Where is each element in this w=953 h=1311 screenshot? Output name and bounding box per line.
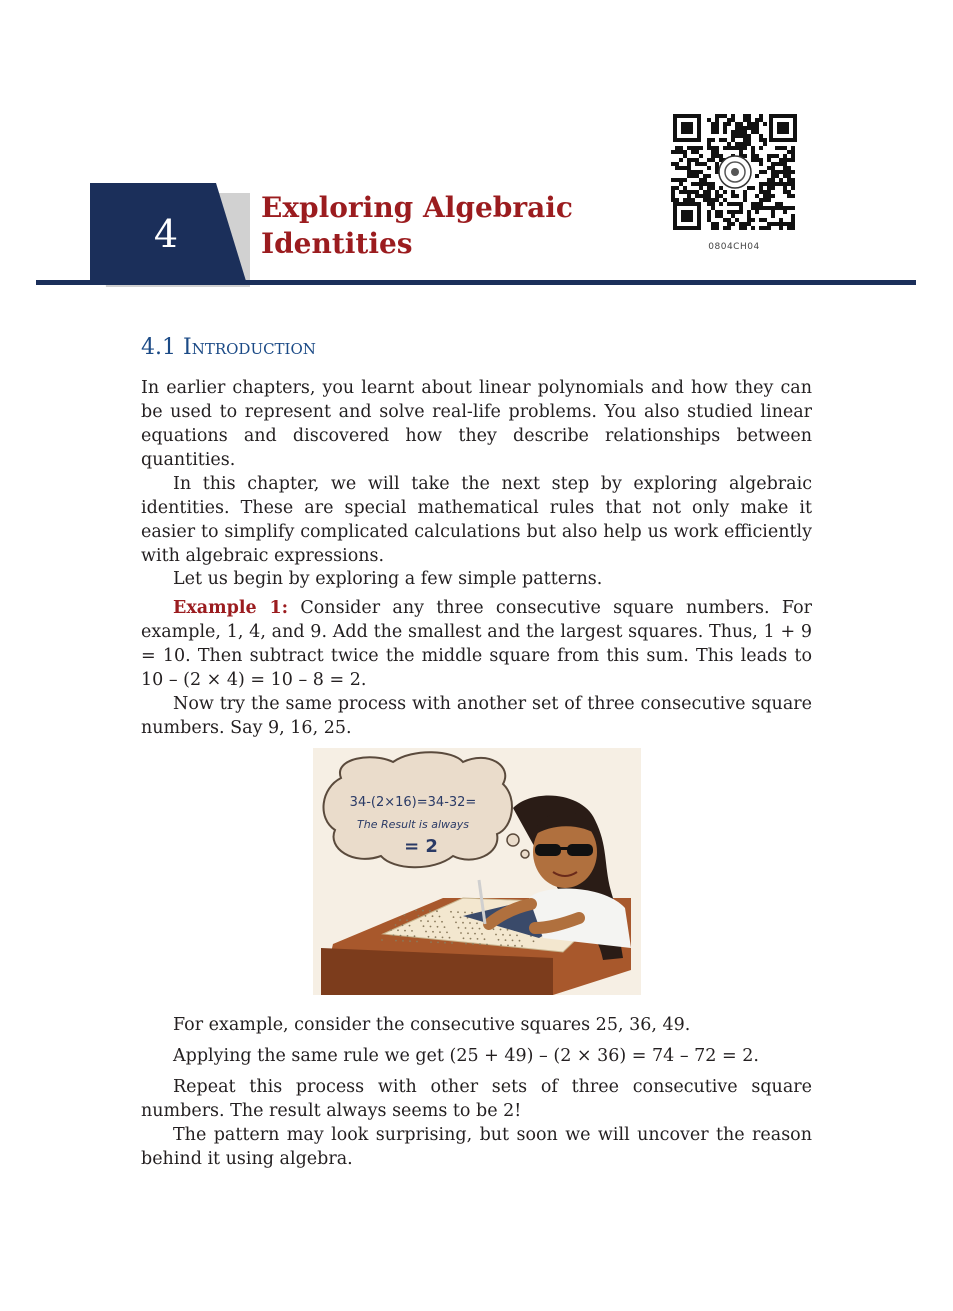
paragraph-try-again: Now try the same process with another set of three consecutive square numbers. Say 9, 16, 25. (141, 694, 812, 738)
section-number: 4.1 (141, 335, 176, 360)
bubble-equation: 34-(2×16)=34-32= (349, 795, 477, 810)
paragraph-begin: Let us begin by exploring a few simple patterns. (173, 569, 603, 589)
chapter-number: 4 (153, 212, 179, 256)
section-title: Introduction (183, 335, 316, 360)
paragraph-apply-rule: Applying the same rule we get (25 + 49) – (2 × 36) = 74 – 72 = 2. (173, 1046, 759, 1066)
example-label: Example 1: (173, 598, 289, 618)
section-heading (141, 335, 316, 360)
header-rule (36, 280, 916, 285)
qr-code-label: 0804CH04 (708, 242, 760, 252)
paragraph-example-1 (141, 596, 812, 692)
qr-code[interactable] (667, 110, 801, 234)
chapter-title-line2: Identities (261, 227, 413, 260)
paragraph-example-squares: For example, consider the consecutive squares 25, 36, 49. (173, 1015, 691, 1035)
paragraph-chapter-goal: In this chapter, we will take the next step by exploring algebraic identities. These are special mathematical rules that not only make it easier to simplify complicated calculations but also help us work efficiently with algebraic expressions. (141, 474, 812, 566)
chapter-title-line1: Exploring Algebraic (261, 191, 573, 224)
bubble-result-value: = 2 (404, 836, 438, 857)
student-illustration (313, 748, 641, 995)
paragraph-pattern: The pattern may look surprising, but soon we will uncover the reason behind it using algebra. (141, 1125, 812, 1169)
paragraph-repeat: Repeat this process with other sets of three consecutive square numbers. The result always seems to be 2! (141, 1077, 812, 1121)
example-text: Consider any three consecutive square numbers. For example, 1, 4, and 9. Add the smallest and the largest squares. Thus, 1 + 9 = 10. Then subtract twice the middle square from this sum. This leads to 10 – (2 × 4) = 10 – 8 = 2. (141, 598, 812, 690)
chapter-title (261, 190, 601, 262)
bubble-result-text: The Result is always (357, 818, 469, 831)
paragraph-intro: In earlier chapters, you learnt about linear polynomials and how they can be used to represent and solve real-life problems. You also studied linear equations and discovered how they describe relationships between quantities. (141, 378, 812, 470)
